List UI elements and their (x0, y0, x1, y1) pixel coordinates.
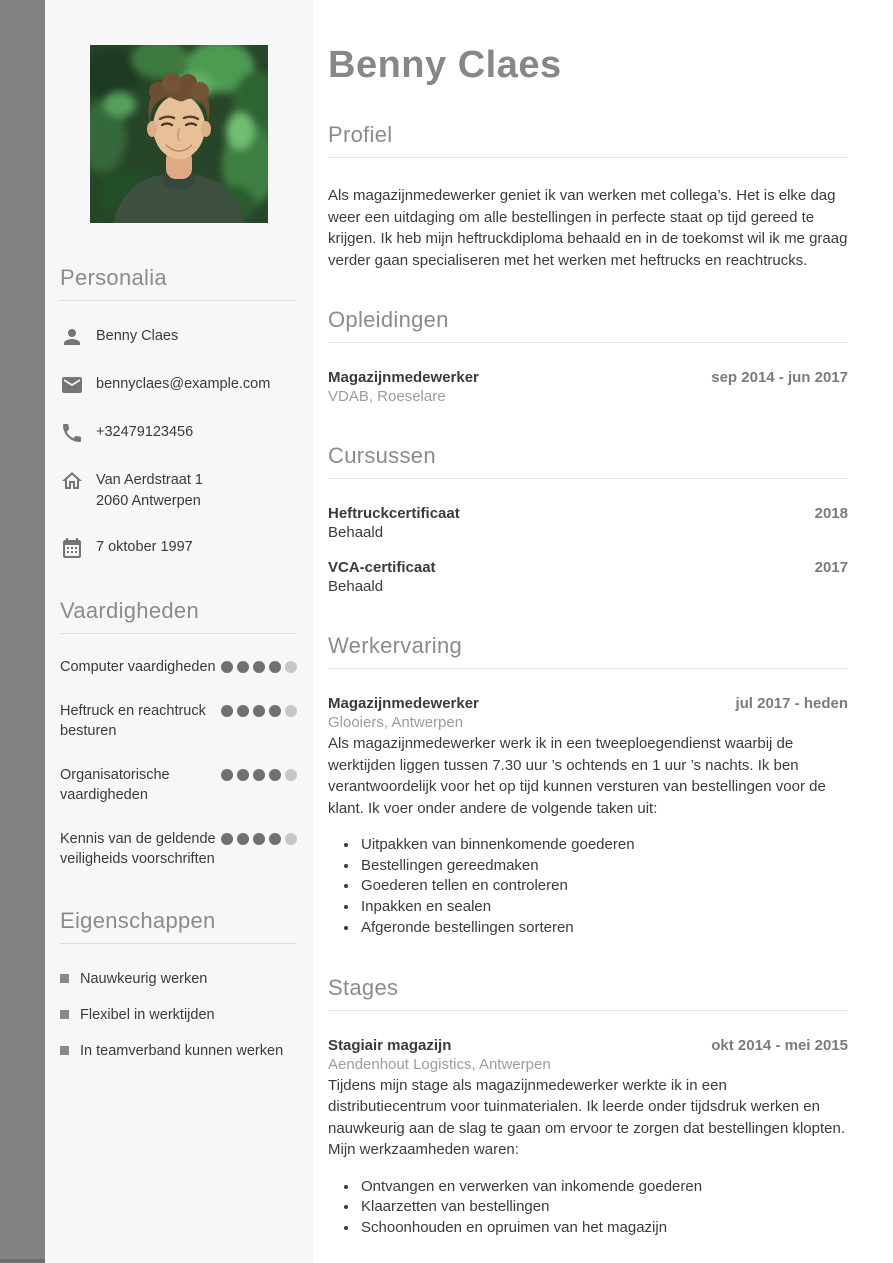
contact-address-value: Van Aerdstraat 1 2060 Antwerpen (96, 472, 203, 509)
skill-row: Heftruck en reachtruck besturen (60, 701, 297, 742)
entry-subtitle: Glooiers, Antwerpen (328, 714, 464, 731)
entry-period: 2018 (814, 505, 848, 522)
skill-rating-dots (221, 765, 297, 781)
skill-rating-dots (221, 829, 297, 845)
contact-phone-value: +32479123456 (96, 424, 194, 440)
work-task-list (359, 835, 848, 939)
task-item: • Uitpakken van binnenkomende goederen (359, 835, 848, 856)
trait-item: Nauwkeurig werken (60, 969, 297, 989)
internship-entry (328, 1037, 848, 1239)
contact-row-birthdate (60, 536, 297, 560)
profile-photo (90, 45, 268, 223)
personalia-section (60, 265, 297, 560)
traits-section (60, 908, 297, 1061)
square-bullet-icon (60, 1046, 69, 1055)
task-item: • Klaarzetten van bestellingen (359, 1197, 848, 1218)
task-item: • Afgeronde bestellingen sorteren (359, 918, 848, 939)
trait-item: Flexibel in werktijden (60, 1005, 297, 1025)
task-item: • Goederen tellen en controleren (359, 876, 848, 897)
home-icon (60, 469, 84, 493)
education-entry (328, 369, 848, 407)
square-bullet-icon (60, 974, 69, 983)
skill-rating-dots (221, 657, 297, 673)
personalia-title: Personalia (60, 265, 297, 301)
main-content (313, 0, 893, 1263)
courses-title: Cursussen (328, 443, 848, 479)
work-experience-section (328, 633, 848, 939)
entry-period: sep 2014 - jun 2017 (711, 369, 848, 386)
skill-row: Kennis van de geldende veiligheids voorschriften (60, 829, 297, 870)
profile-text: Als magazijnmedewerker geniet ik van werken met collega’s. Het is elke dag weer een uitdaging om alle bestellingen in perfecte staat op tijd gereed te krijgen. Ik heb mijn heftruckdiploma behaald en in de toekomst wil ik me graag verder gaan specialiseren met het werken met heftrucks en reachtrucks. (328, 187, 848, 269)
task-item: • Schoonhouden en opruimen van het magazijn (359, 1218, 848, 1239)
course-entry (328, 559, 848, 598)
work-entry (328, 695, 848, 939)
calendar-icon (60, 536, 84, 560)
contact-row-phone (60, 421, 297, 445)
left-accent-strip (0, 0, 45, 1263)
entry-period: jul 2017 - heden (735, 695, 848, 712)
entry-period: okt 2014 - mei 2015 (711, 1036, 848, 1054)
courses-section (328, 443, 848, 597)
internships-section (328, 975, 848, 1239)
entry-description: Behaald (328, 577, 384, 595)
entry-description: Als magazijnmedewerker werk ik in een tweeploegendienst waarbij de werktijden liggen tussen 7.30 uur ’s ochtends en 1 uur ’s nachts. Ik ben verantwoordelijk voor het op tijd kunnen versturen van bestellingen voor de klant. Ik voer onder andere de volgende taken uit: (328, 735, 826, 817)
entry-description: Tijdens mijn stage als magazijnmedewerker werkte ik in een distributiecentrum voor tuinmaterialen. Ik leerde onder tijdsdruk werken en nauwkeurig aan de slag te gaan om ervoor te zorgen dat bestellingen klopten. Mijn werkzaamheden waren: (328, 1076, 846, 1159)
cv-name-title: Benny Claes (328, 44, 562, 86)
entry-title: Stagiair magazijn (328, 1036, 452, 1054)
contact-name-value: Benny Claes (96, 328, 179, 344)
skills-section (60, 598, 297, 870)
phone-icon (60, 421, 84, 445)
contact-row-email (60, 373, 297, 397)
contact-row-name (60, 325, 297, 349)
traits-title: Eigenschappen (60, 908, 297, 944)
skills-title: Vaardigheden (60, 598, 297, 634)
profile-title: Profiel (328, 122, 848, 158)
task-item: • Ontvangen en verwerken van inkomende goederen (359, 1177, 848, 1198)
contact-birthdate-value: 7 oktober 1997 (96, 539, 193, 555)
entry-period: 2017 (814, 558, 848, 576)
skill-row: Computer vaardigheden (60, 657, 297, 678)
contact-email-value: bennyclaes@example.com (96, 376, 271, 392)
entry-title: Magazijnmedewerker (328, 695, 479, 712)
task-item: • Inpakken en sealen (359, 897, 848, 918)
skill-row: Organisatorische vaardigheden (60, 765, 297, 806)
entry-title: Heftruckcertificaat (328, 505, 460, 522)
education-section (328, 307, 848, 407)
trait-item: In teamverband kunnen werken (60, 1041, 297, 1061)
education-title: Opleidingen (328, 307, 848, 343)
internship-task-list (359, 1177, 848, 1239)
email-icon (60, 373, 84, 397)
internships-title: Stages (328, 975, 848, 1011)
skill-rating-dots (221, 701, 297, 717)
entry-subtitle: Aendenhout Logistics, Antwerpen (328, 1055, 551, 1073)
sidebar (45, 0, 313, 1263)
entry-description: Behaald (328, 524, 384, 541)
contact-row-address (60, 469, 297, 512)
entry-title: Magazijnmedewerker (328, 369, 479, 386)
square-bullet-icon (60, 1010, 69, 1019)
work-experience-title: Werkervaring (328, 633, 848, 669)
entry-title: VCA-certificaat (328, 558, 436, 576)
entry-subtitle: VDAB, Roeselare (328, 388, 446, 405)
course-entry (328, 505, 848, 544)
person-icon (60, 325, 84, 349)
profile-section (328, 122, 848, 271)
task-item: • Bestellingen gereedmaken (359, 856, 848, 877)
